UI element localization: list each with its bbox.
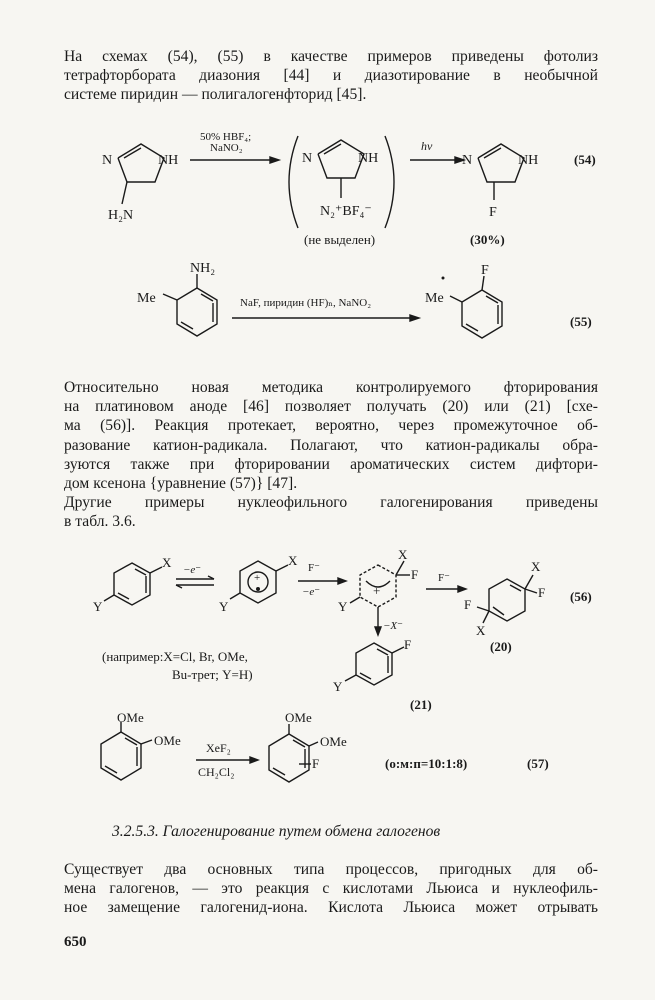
condition-text: Bu-трет; Y=H) [172,667,253,682]
substituent-F: F [312,756,320,771]
reagent-label: NaF, пиридин (HF)ₙ, NaNO₂ [240,297,372,309]
atom-N: N [462,153,473,168]
isomer-ratio: (о:м:п=10:1:8) [385,756,468,771]
compound-label-20: (20) [490,639,512,654]
diazonium-group: N₂⁺BF₄⁻ [320,204,372,219]
text-line: зуются также при фторировании ароматических систем дифтори- [64,455,598,473]
note-intermediate: (не выделен) [304,232,376,247]
text-line: мена галогенов, — это реакция с кислотами Льюиса и нуклеофиль- [64,880,598,898]
cyclohexadiene-ring [477,575,537,623]
substituent-Y: Y [333,679,343,694]
arrow-head [270,157,279,163]
fluoro-group: F [489,205,497,220]
benzene-ring [101,722,152,780]
benzene-ring [450,276,502,338]
reagent-label: −e⁻ [183,564,202,576]
substituent-Y: Y [219,599,229,614]
scheme-56 [0,545,655,715]
methoxy-group: OMe [154,733,181,748]
substituent-X: X [531,559,541,574]
text-line: На схемах (54), (55) в качестве примеров приведены фотолиз [64,48,598,65]
substituent-X: X [398,547,408,562]
bracket-right [385,136,394,228]
bracket-left [289,136,298,228]
body-paragraph [64,378,598,532]
reagent-label: F⁻ [438,572,450,584]
compound-label-21: (21) [410,697,432,712]
amino-group: NH₂ [190,261,216,276]
scheme-number: (54) [574,152,596,167]
substituent-F: F [538,585,546,600]
atom-NH: NH [518,153,539,168]
benzene-ring [345,643,404,685]
page-number: 650 [64,934,87,950]
reagent-label: −e⁻ [302,586,321,598]
condition-text: (например:X=Cl, Br, OMe, [102,649,248,664]
amino-group: H₂N [108,208,134,223]
text-line: на платиновом аноде [46] позволяет получать (20) или (21) [схе- [64,398,598,416]
substituent-X: X [288,553,298,568]
intro-paragraph [64,47,598,105]
benzene-ring [104,563,162,605]
body-paragraph [64,860,598,918]
text-line: ное замещение галогенид-иона. Кислота Льюиса может отрывать [64,899,598,917]
substituent-X: X [162,555,172,570]
radical-dot [257,588,260,591]
substituent-Y: Y [93,599,103,614]
methoxy-group: OMe [320,734,347,749]
scheme-number: (57) [527,756,549,771]
reagent-label: CH₂Cl₂ [198,765,235,779]
section-heading: 3.2.5.3. Галогенирование путем обмена галогенов [112,823,441,840]
substituent-F: F [411,567,419,582]
atom-NH: NH [158,153,179,168]
svg-text:+: + [373,583,381,598]
text-line: Существует два основных типа процессов, пригодных для об- [64,861,598,878]
scheme-57 [0,708,655,798]
reagent-label: F⁻ [308,562,320,574]
atom-N: N [302,151,313,166]
fluoro-group: F [481,263,489,278]
text-line: тетрафторбората диазония [44] и диазотирование в необычной [64,67,598,85]
text-line: Другие примеры нуклеофильного галогенирования приведены [64,494,598,512]
atom-N: N [102,153,113,168]
substituent-X: X [476,623,486,638]
substituent-F: F [404,637,412,652]
methoxy-group: OMe [117,710,144,725]
methyl-group: Me [425,291,444,306]
reagent-label: hν [421,139,433,153]
scheme-55 [0,258,655,358]
scheme-number: (55) [570,314,592,329]
text-line: Относительно новая методика контролируемого фторирования [64,379,598,396]
text-line: в табл. 3.6. [64,513,136,531]
scheme-54 [0,120,655,255]
substituent-F: F [464,597,472,612]
imidazole-ring [318,140,364,198]
reagent-label: NaNO₂ [210,142,243,154]
text-line: разование катион-радикала. Полагают, что катион-радикалы обра- [64,436,598,454]
text-line: дом ксенона {уравнение (57)} [47]. [64,475,298,493]
methyl-group: Me [137,291,156,306]
note-yield: (30%) [470,232,505,247]
reagent-label: 50% HBF₄; [200,131,252,143]
svg-text:+: + [254,572,261,584]
benzene-ring [163,274,217,336]
reagent-label: XeF₂ [206,741,231,755]
substituent-Y: Y [338,599,348,614]
text-line: системе пиридин — полигалогенфторид [45]. [64,86,367,104]
methoxy-group: OMe [285,710,312,725]
benzene-ring [269,724,318,782]
text-line: ма (56)]. Реакция протекает, вероятно, через промежуточное об- [64,417,598,435]
scheme-number: (56) [570,589,592,604]
arrow-head [410,315,419,321]
atom-NH: NH [358,151,379,166]
reagent-label: −X⁻ [383,620,403,632]
